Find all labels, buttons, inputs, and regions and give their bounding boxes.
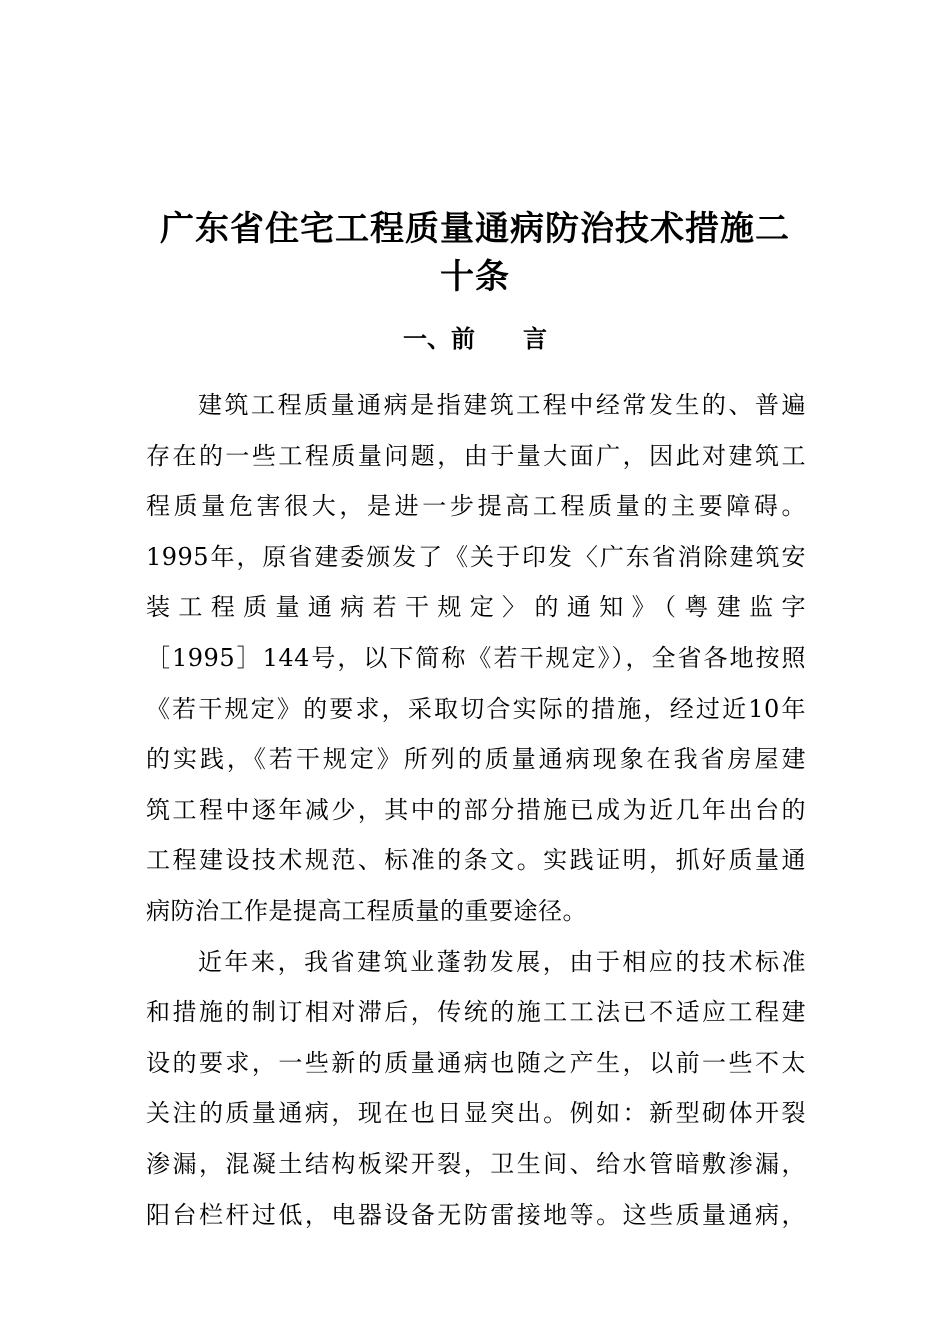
paragraph-line: 近年来，我省建筑业蓬勃发展，由于相应的技术标准 [198, 947, 806, 976]
body-text [146, 380, 806, 1240]
paragraph-line: 渗漏，混凝土结构板梁开裂，卫生间、给水管暗敷渗漏， [146, 1149, 806, 1178]
paragraph-line: 工程建设技术规范、标准的条文。实践证明，抓好质量通 [146, 846, 806, 875]
paragraph [146, 937, 806, 1241]
paragraph-line: 建筑工程质量通病是指建筑工程中经常发生的、普遍 [198, 391, 806, 419]
section-heading: 一、前 言 [403, 324, 547, 353]
paragraph-line: 和措施的制订相对滞后，传统的施工工法已不适应工程建 [146, 998, 806, 1027]
paragraph [146, 380, 806, 937]
paragraph-line: ［1995］144号，以下简称《若干规定》），全省各地按照 [146, 643, 806, 672]
paragraph-line: 程质量危害很大，是进一步提高工程质量的主要障碍。 [146, 492, 806, 521]
paragraph-line: 病防治工作是提高工程质量的重要途径。 [146, 896, 587, 925]
paragraph-line: 装工程质量通病若干规定〉的通知》（粤建监字 [146, 593, 806, 622]
paragraph-line: 阳台栏杆过低，电器设备无防雷接地等。这些质量通病， [146, 1200, 806, 1229]
paragraph-line: 关注的质量通病，现在也日显突出。例如：新型砌体开裂 [146, 1099, 806, 1128]
paragraph-line: 的实践，《若干规定》所列的质量通病现象在我省房屋建 [146, 745, 806, 774]
document-title-line-1: 广东省住宅工程质量通病防治技术措施二 [160, 209, 790, 249]
paragraph-line: 设的要求，一些新的质量通病也随之产生，以前一些不太 [146, 1048, 806, 1077]
document-title-line-2: 十条 [440, 257, 510, 297]
paragraph-line: 《若干规定》的要求，采取切合实际的措施，经过近10年 [146, 694, 806, 723]
paragraph-line: 存在的一些工程质量问题，由于量大面广，因此对建筑工 [146, 441, 806, 470]
paragraph-line: 筑工程中逐年减少，其中的部分措施已成为近几年出台的 [146, 795, 806, 824]
paragraph-line: 1995年，原省建委颁发了《关于印发〈广东省消除建筑安 [146, 542, 806, 571]
